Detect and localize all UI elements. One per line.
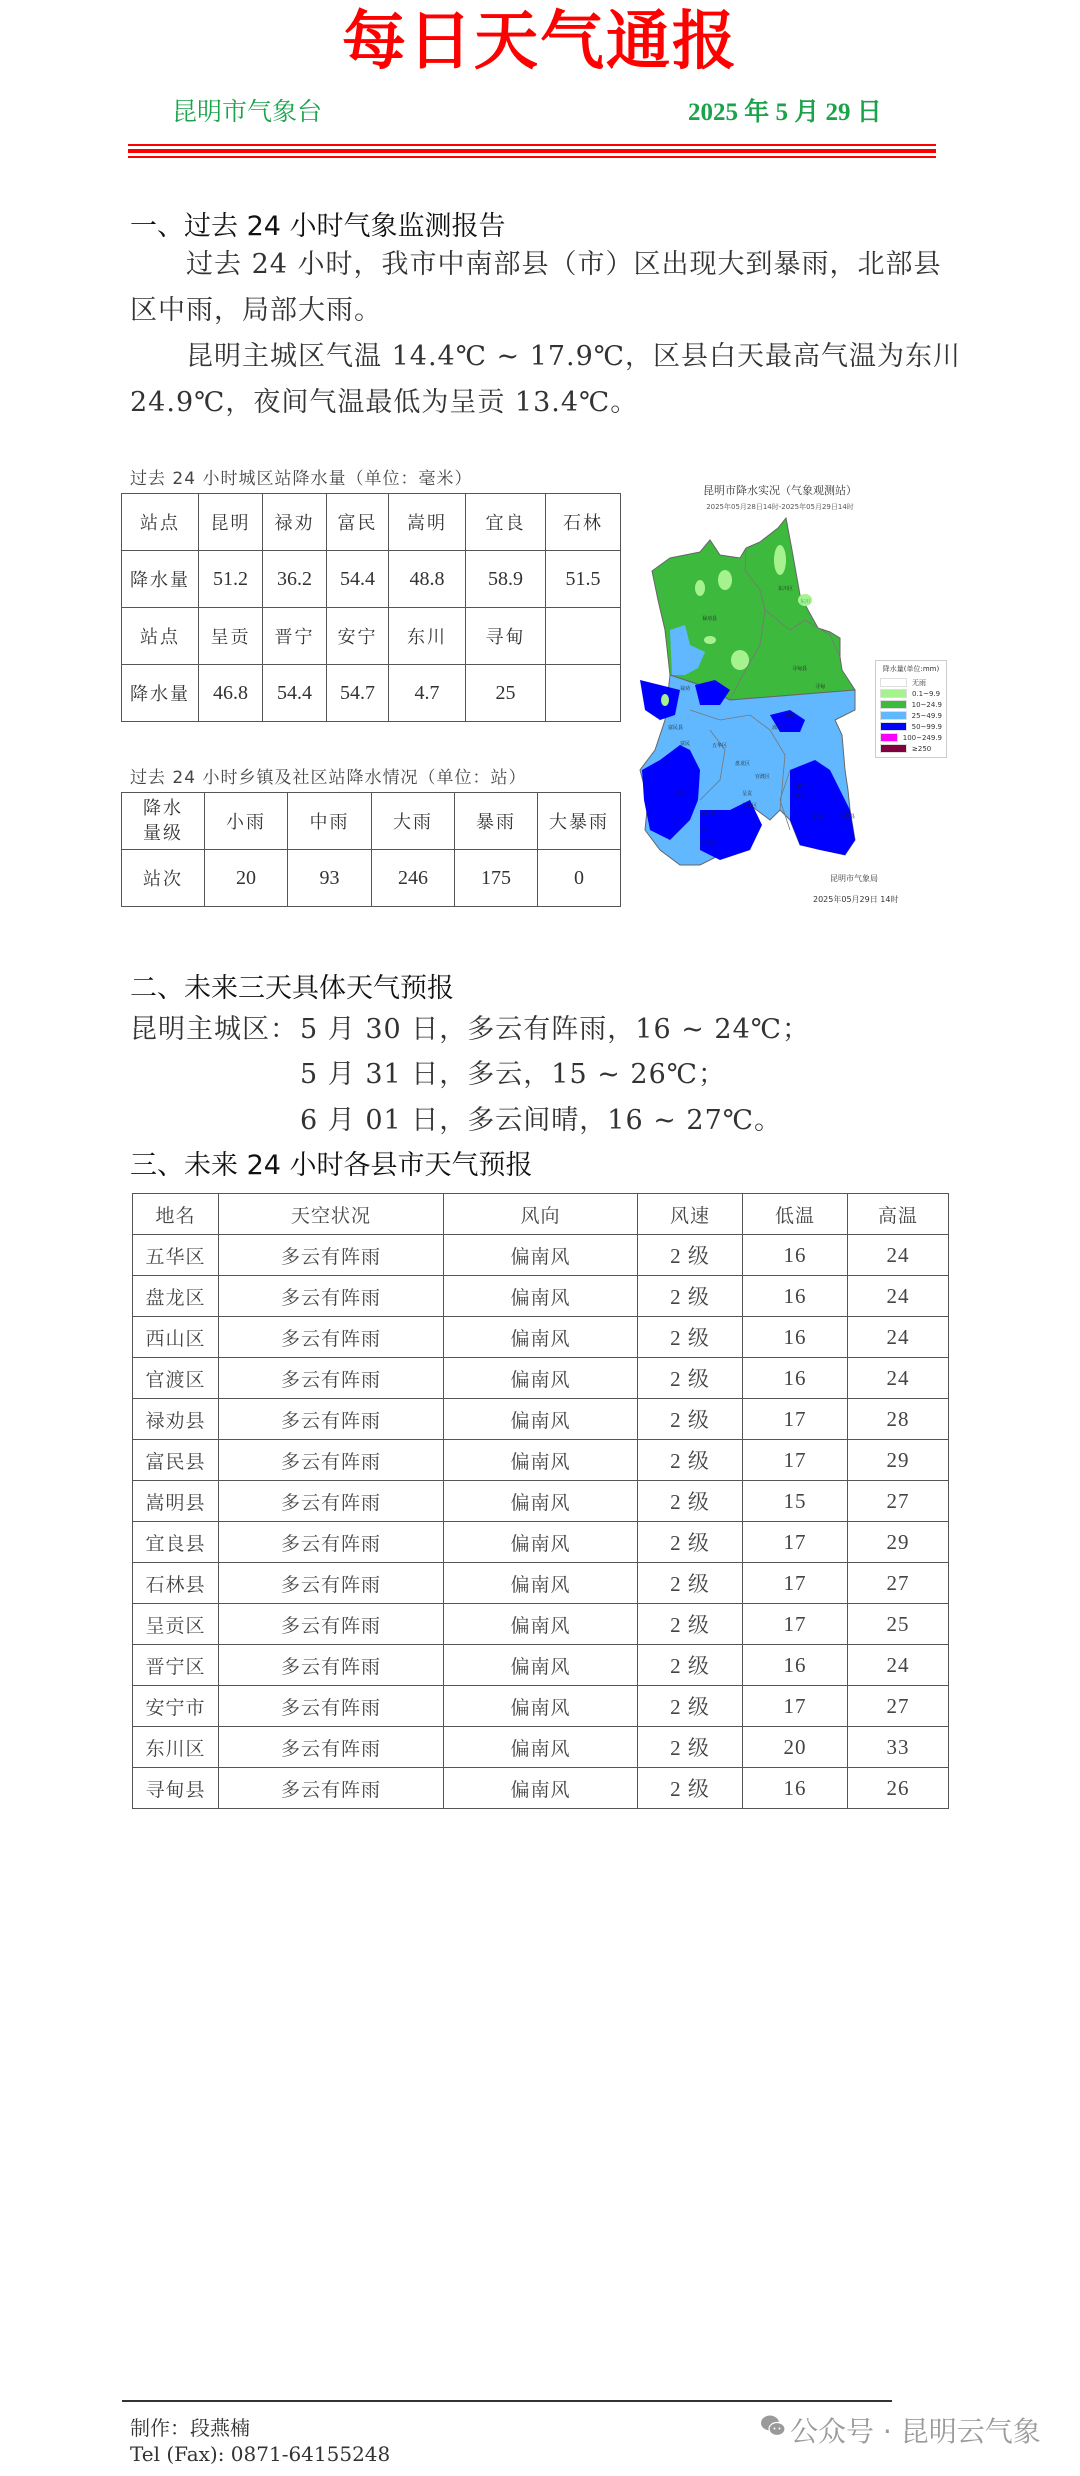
map-subtitle: 2025年05月28日14时-2025年05月29日14时 <box>706 503 854 511</box>
table-cell: 2 级 <box>638 1276 743 1317</box>
table-cell: 17 <box>743 1563 848 1604</box>
table-cell: 偏南风 <box>444 1563 638 1604</box>
column-header: 天空状况 <box>219 1194 444 1235</box>
table-cell <box>546 665 621 722</box>
forecast-location-label: 昆明主城区： <box>130 1014 298 1045</box>
map-spot <box>731 650 749 670</box>
table-cell: 呈贡 <box>199 608 263 665</box>
legend-swatch <box>880 744 907 753</box>
section1-para2-line1: 昆明主城区气温 14.4℃ ~ 17.9℃，区县白天最高气温为东川 <box>186 341 962 372</box>
table-cell: 25 <box>466 665 546 722</box>
section1-para1-line2: 区中雨，局部大雨。 <box>130 295 382 326</box>
table-cell: 17 <box>743 1522 848 1563</box>
legend-label: 50~99.9 <box>911 722 942 731</box>
map-label-luquan: 禄劝 <box>680 686 691 692</box>
table-cell: 东川 <box>389 608 466 665</box>
table-cell: 嵩明县 <box>133 1481 219 1522</box>
table-cell: 昆明 <box>199 494 263 551</box>
table-cell: 4.7 <box>389 665 466 722</box>
table-cell: 宜良县 <box>133 1522 219 1563</box>
map-label-panlong: 盘龙区 <box>735 761 751 767</box>
level-label-line1: 降水 <box>143 798 183 819</box>
table-row <box>122 793 621 850</box>
legend-label: 10~24.9 <box>911 700 942 709</box>
table-cell: 2 级 <box>638 1358 743 1399</box>
table-cell: 2 级 <box>638 1768 743 1809</box>
table-cell: 27 <box>848 1686 949 1727</box>
table-cell: 多云有阵雨 <box>219 1645 444 1686</box>
header-rule-top <box>128 144 936 146</box>
section1-para2-line2: 24.9℃，夜间气温最低为呈贡 13.4℃。 <box>130 387 639 418</box>
column-header: 低温 <box>743 1194 848 1235</box>
maker-credit: 制作：段燕楠 <box>130 2416 250 2440</box>
table-cell: 宜良 <box>466 494 546 551</box>
table-row <box>133 1481 949 1522</box>
section1-para1-line1: 过去 24 小时，我市中南部县（市）区出现大到暴雨，北部县 <box>186 249 942 280</box>
map-label-dongchuan: 东川 <box>800 599 811 605</box>
table-cell: 偏南风 <box>444 1686 638 1727</box>
table-row <box>133 1440 949 1481</box>
forecast-day-3: 6 月 01 日，多云间晴，16 ~ 27℃。 <box>300 1105 782 1136</box>
report-title: 每日天气通报 <box>342 4 738 79</box>
table-cell <box>122 793 205 850</box>
column-header: 风向 <box>444 1194 638 1235</box>
legend-swatch <box>880 678 907 687</box>
table-cell: 2 级 <box>638 1686 743 1727</box>
map-spot <box>718 570 732 590</box>
table-cell: 盘龙区 <box>133 1276 219 1317</box>
table-cell: 51.5 <box>546 551 621 608</box>
table-cell: 58.9 <box>466 551 546 608</box>
contact-phone: Tel (Fax): 0871-64155248 <box>130 2442 391 2466</box>
map-source: 昆明市气象局 <box>830 874 878 883</box>
map-label-wuhua: 五华区 <box>712 743 728 749</box>
table-cell: 偏南风 <box>444 1727 638 1768</box>
table-cell: 17 <box>743 1686 848 1727</box>
table-cell: 51.2 <box>199 551 263 608</box>
table-cell: 29 <box>848 1522 949 1563</box>
table-cell: 多云有阵雨 <box>219 1440 444 1481</box>
table-cell: 24 <box>848 1276 949 1317</box>
legend-swatch <box>880 689 907 698</box>
table-cell: 禄劝县 <box>133 1399 219 1440</box>
table-cell: 0 <box>538 850 621 907</box>
table-cell: 五华区 <box>133 1235 219 1276</box>
table-row <box>133 1358 949 1399</box>
table-header-row <box>133 1194 949 1235</box>
header-rule-middle <box>128 149 936 153</box>
city-precipitation-table <box>121 493 621 722</box>
table-cell: 中雨 <box>288 793 372 850</box>
map-title: 昆明市降水实况（气象观测站） <box>703 484 857 497</box>
table-cell: 安宁市 <box>133 1686 219 1727</box>
table-cell: 16 <box>743 1768 848 1809</box>
map-spot <box>661 694 669 706</box>
table-cell: 16 <box>743 1235 848 1276</box>
table-cell: 嵩明 <box>389 494 466 551</box>
table-cell: 2 级 <box>638 1563 743 1604</box>
table-cell: 多云有阵雨 <box>219 1768 444 1809</box>
legend-item <box>880 743 942 754</box>
precipitation-map <box>630 470 960 910</box>
table-cell: 28 <box>848 1399 949 1440</box>
table-cell: 偏南风 <box>444 1645 638 1686</box>
table-cell: 偏南风 <box>444 1399 638 1440</box>
legend-swatch <box>880 733 898 742</box>
table-cell: 16 <box>743 1317 848 1358</box>
table-cell: 多云有阵雨 <box>219 1235 444 1276</box>
table-cell: 16 <box>743 1358 848 1399</box>
table-cell: 西山区 <box>133 1317 219 1358</box>
table-cell: 降水量 <box>122 551 199 608</box>
column-header: 高温 <box>848 1194 949 1235</box>
legend-item <box>880 721 942 732</box>
wechat-icon <box>760 2414 784 2436</box>
table-row <box>133 1727 949 1768</box>
table-cell: 偏南风 <box>444 1317 638 1358</box>
table1-caption: 过去 24 小时城区站降水量（单位：毫米） <box>130 469 473 489</box>
table-row <box>133 1768 949 1809</box>
table-cell: 站次 <box>122 850 205 907</box>
map-label-chenggong: 呈贡 <box>742 791 753 797</box>
table-cell: 16 <box>743 1645 848 1686</box>
table-cell: 降水量 <box>122 665 199 722</box>
map-label-dongchuan-district: 东川区 <box>778 586 794 592</box>
table-cell: 多云有阵雨 <box>219 1399 444 1440</box>
map-label-songming-county: 嵩明县 <box>772 725 788 731</box>
table-cell: 偏南风 <box>444 1481 638 1522</box>
map-label-chenggong-district: 呈贡区 <box>742 803 758 809</box>
table-cell <box>546 608 621 665</box>
table-cell: 17 <box>743 1440 848 1481</box>
table-row <box>133 1645 949 1686</box>
table-cell: 石林县 <box>133 1563 219 1604</box>
table-cell: 27 <box>848 1481 949 1522</box>
table-cell: 多云有阵雨 <box>219 1686 444 1727</box>
level-label-line2: 量级 <box>143 823 183 844</box>
table-cell: 寻甸 <box>466 608 546 665</box>
table-cell: 26 <box>848 1768 949 1809</box>
table-cell: 多云有阵雨 <box>219 1317 444 1358</box>
map-label-jinning: 晋宁 <box>700 829 711 835</box>
table-cell: 偏南风 <box>444 1768 638 1809</box>
forecast-day-1: 5 月 30 日，多云有阵雨，16 ~ 24℃； <box>300 1014 810 1045</box>
table-cell: 富民县 <box>133 1440 219 1481</box>
table-cell: 2 级 <box>638 1727 743 1768</box>
section2-heading: 二、未来三天具体天气预报 <box>130 973 454 1004</box>
map-label-yiliang-county: 宜良县 <box>792 783 808 789</box>
legend-label: ≥250 <box>912 744 932 753</box>
table-cell: 93 <box>288 850 372 907</box>
table-cell: 17 <box>743 1604 848 1645</box>
legend-swatch <box>880 700 907 709</box>
table-cell: 禄劝 <box>263 494 327 551</box>
table-cell: 安宁 <box>327 608 389 665</box>
table-cell: 东川区 <box>133 1727 219 1768</box>
table-cell: 24 <box>848 1358 949 1399</box>
table-row <box>122 608 621 665</box>
table-cell: 多云有阵雨 <box>219 1604 444 1645</box>
table-cell: 27 <box>848 1563 949 1604</box>
table-cell: 多云有阵雨 <box>219 1563 444 1604</box>
column-header: 风速 <box>638 1194 743 1235</box>
table-cell: 大雨 <box>372 793 455 850</box>
header-rule-bottom <box>128 156 936 158</box>
legend-label: 无雨 <box>912 678 926 687</box>
map-label-shilin-county: 石林县 <box>840 814 856 820</box>
county-forecast-table <box>132 1193 949 1809</box>
table-row <box>122 665 621 722</box>
table-cell: 呈贡区 <box>133 1604 219 1645</box>
table-cell: 29 <box>848 1440 949 1481</box>
map-spot <box>695 580 705 596</box>
table-cell: 25 <box>848 1604 949 1645</box>
table-cell: 偏南风 <box>444 1604 638 1645</box>
map-label-luquan-county: 禄劝县 <box>702 616 718 622</box>
table-cell: 站点 <box>122 494 199 551</box>
table-cell: 2 级 <box>638 1481 743 1522</box>
table-row <box>133 1399 949 1440</box>
forecast-day-2: 5 月 31 日，多云，15 ~ 26℃； <box>300 1059 726 1090</box>
table-cell: 2 级 <box>638 1317 743 1358</box>
table-cell: 17 <box>743 1399 848 1440</box>
table-row <box>122 850 621 907</box>
table-cell: 2 级 <box>638 1235 743 1276</box>
map-label-jinning-district: 晋宁区 <box>700 841 716 847</box>
legend-title: 降水量(单位:mm) <box>882 665 940 673</box>
map-label-shilin: 石林 <box>813 814 824 820</box>
column-header: 地名 <box>133 1194 219 1235</box>
legend-item <box>880 688 942 699</box>
table-cell: 54.4 <box>263 665 327 722</box>
table-cell: 33 <box>848 1727 949 1768</box>
table-row <box>133 1563 949 1604</box>
map-label-songming: 嵩明 <box>785 713 796 719</box>
table-row <box>133 1235 949 1276</box>
table-cell: 175 <box>455 850 538 907</box>
table-cell: 2 级 <box>638 1645 743 1686</box>
table-cell: 2 级 <box>638 1440 743 1481</box>
table-cell: 石林 <box>546 494 621 551</box>
table-cell: 晋宁 <box>263 608 327 665</box>
table-cell: 站点 <box>122 608 199 665</box>
map-label-fumin: 富民 <box>680 741 691 747</box>
legend-swatch <box>880 711 907 720</box>
map-label-fumin-county: 富民县 <box>668 725 684 731</box>
table-row <box>133 1317 949 1358</box>
legend-item <box>880 710 942 721</box>
legend-item <box>880 699 942 710</box>
table-cell: 寻甸县 <box>133 1768 219 1809</box>
table-cell: 偏南风 <box>444 1522 638 1563</box>
table-row <box>122 551 621 608</box>
table-row <box>133 1522 949 1563</box>
table-cell: 54.7 <box>327 665 389 722</box>
table-cell: 偏南风 <box>444 1440 638 1481</box>
table-cell: 晋宁区 <box>133 1645 219 1686</box>
map-label-guandu: 官渡区 <box>755 774 771 780</box>
table-cell: 官渡区 <box>133 1358 219 1399</box>
table-row <box>133 1686 949 1727</box>
table-cell: 多云有阵雨 <box>219 1727 444 1768</box>
legend-label: 100~249.9 <box>902 733 942 742</box>
legend-item <box>880 732 942 743</box>
legend-label: 25~49.9 <box>911 711 942 720</box>
table-cell: 偏南风 <box>444 1276 638 1317</box>
table-row <box>133 1604 949 1645</box>
map-label-anning: 安宁 <box>675 791 686 797</box>
section3-heading: 三、未来 24 小时各县市天气预报 <box>130 1150 533 1181</box>
legend-label: 0.1~9.9 <box>912 689 941 698</box>
table-cell: 2 级 <box>638 1604 743 1645</box>
table-cell: 15 <box>743 1481 848 1522</box>
table-cell: 富民 <box>327 494 389 551</box>
table-cell: 54.4 <box>327 551 389 608</box>
map-legend <box>875 660 947 758</box>
township-precipitation-table <box>121 792 621 907</box>
table-cell: 多云有阵雨 <box>219 1481 444 1522</box>
table-cell: 2 级 <box>638 1399 743 1440</box>
map-label-xundian: 寻甸 <box>815 684 826 690</box>
table-cell: 24 <box>848 1645 949 1686</box>
legend-swatch <box>880 722 907 731</box>
table-cell: 48.8 <box>389 551 466 608</box>
table-cell: 36.2 <box>263 551 327 608</box>
map-label-xishan: 西山区 <box>702 811 718 817</box>
table-cell: 16 <box>743 1276 848 1317</box>
report-date: 2025 年 5 月 29 日 <box>688 99 882 126</box>
table-cell: 46.8 <box>199 665 263 722</box>
table-cell: 多云有阵雨 <box>219 1522 444 1563</box>
table-cell: 小雨 <box>205 793 288 850</box>
table-cell: 多云有阵雨 <box>219 1276 444 1317</box>
table-cell: 偏南风 <box>444 1358 638 1399</box>
table-row <box>122 494 621 551</box>
watermark-text: 公众号 · 昆明云气象 <box>790 2415 1041 2448</box>
table-cell: 24 <box>848 1317 949 1358</box>
table-cell: 多云有阵雨 <box>219 1358 444 1399</box>
map-label-yiliang: 宜良 <box>795 793 806 799</box>
section1-heading: 一、过去 24 小时气象监测报告 <box>130 211 506 242</box>
footer-divider <box>122 2400 892 2402</box>
table-cell: 暴雨 <box>455 793 538 850</box>
map-spot <box>704 636 716 644</box>
map-issued-time: 2025年05月29日 14时 <box>813 895 899 904</box>
table-cell: 24 <box>848 1235 949 1276</box>
table2-caption: 过去 24 小时乡镇及社区站降水情况（单位：站） <box>130 768 527 788</box>
map-label-xundian-county: 寻甸县 <box>792 666 808 672</box>
table-cell: 大暴雨 <box>538 793 621 850</box>
table-row <box>133 1276 949 1317</box>
table-cell: 20 <box>205 850 288 907</box>
table-cell: 246 <box>372 850 455 907</box>
table-cell: 2 级 <box>638 1522 743 1563</box>
table-cell: 偏南风 <box>444 1235 638 1276</box>
map-spot <box>774 545 786 575</box>
table-cell: 20 <box>743 1727 848 1768</box>
legend-item <box>880 677 942 688</box>
organization-name: 昆明市气象台 <box>172 97 323 126</box>
